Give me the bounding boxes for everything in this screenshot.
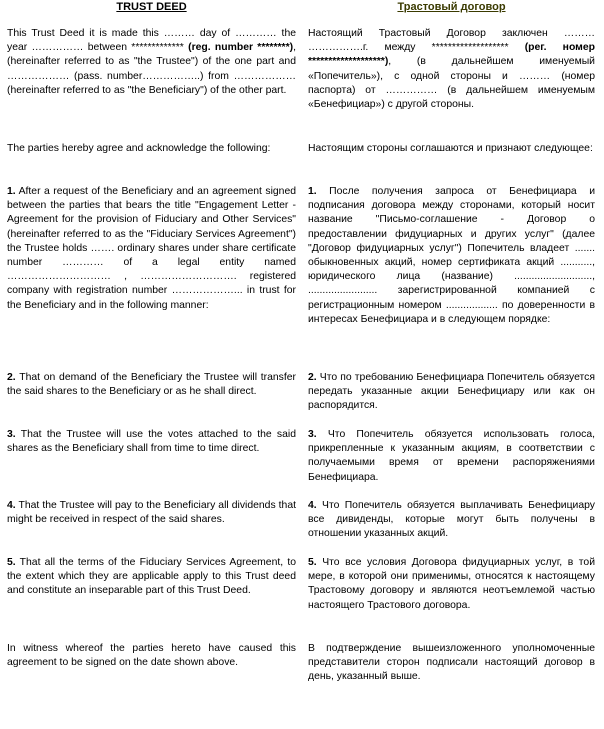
russian-clause-2-number: 2.	[308, 372, 317, 383]
english-clause-2	[7, 371, 296, 399]
russian-preamble-post: , (в дальнейшем именуемый «Попечитель»), с одной стороны и ……… (номер паспорта) от …………… (в дальнейшем именуемым «Бенефициар») с другой стороны.	[308, 56, 595, 111]
russian-clause-4-text: Что Попечитель обязуется выплачивать Бенефициару все дивиденды, которые могут быть получены в отношении указанных акций.	[308, 500, 595, 540]
english-preamble	[7, 27, 296, 98]
english-reg-number: (reg. number ********)	[188, 42, 294, 54]
english-clause-4-text: That the Trustee will pay to the Beneficiary all dividends that might be received in respect of the said shares.	[7, 500, 296, 526]
russian-column	[308, 0, 595, 683]
russian-preamble-pre: Настоящий Трастовый Договор заключен ……… …………….г. между *******************	[308, 28, 595, 54]
english-witness: In witness whereof the parties hereto have caused this agreement to be signed on the date shown above.	[7, 643, 296, 669]
english-clause-3	[7, 428, 296, 456]
english-clause-3-number: 3.	[7, 429, 16, 440]
russian-clause-5-number: 5.	[308, 557, 317, 568]
english-preamble-post: , (hereinafter referred to as "the Trustee") of the one part and ……………… (pass. number……………..) from ……………… (hereinafter referred to as "the Beneficiary") of the other part.	[7, 42, 296, 96]
russian-clause-2-text: Что по требованию Бенефициара Попечитель обязуется передать указанные акции Бенефициару или как он распорядится.	[308, 372, 595, 412]
english-clause-1	[7, 185, 296, 313]
russian-clause-4-number: 4.	[308, 500, 317, 511]
russian-clause-3-text: Что Попечитель обязуется использовать голоса, прикрепленные к указанным акциям, в соответствии с получаемыми время от времени распоряжениями Бенефициара.	[308, 429, 595, 483]
english-clause-5-text: That all the terms of the Fiduciary Services Agreement, to the extent which they are applicable apply to this Trust deed and constitute an inseparable part of this Trust Deed.	[7, 557, 296, 597]
russian-clause-5-text: Что все условия Договора фидуциарных услуг, в той мере, в которой они применимы, относятся к настоящему Трастовому договору и являются неотъемлемой частью настоящего Трастового договора.	[308, 557, 595, 611]
english-clause-2-text: That on demand of the Beneficiary the Trustee will transfer the said shares to the Beneficiary or as he shall direct.	[7, 372, 296, 398]
english-clause-5-number: 5.	[7, 557, 16, 568]
russian-title: Трастовый договор	[397, 1, 506, 13]
russian-clause-2	[308, 371, 595, 414]
english-clause-4	[7, 499, 296, 527]
english-clause-1-number: 1.	[7, 186, 16, 197]
english-clause-3-text: That the Trustee will use the votes attached to the said shares as the Beneficiary shall from time to time direct.	[7, 429, 296, 455]
english-column	[7, 0, 296, 669]
russian-witness: В подтверждение вышеизложенного уполномоченные представители сторон подписали настоящий договор в день, указанный выше.	[308, 643, 595, 683]
english-clause-1-text: After a request of the Beneficiary and an agreement signed between the parties that bears the title "Engagement Letter - Agreement for the provision of Fiduciary and Other Services" (hereinafter referred to as the "Fiduciary Services Agreement") the Trustee holds ……. ordinary shares under share certificate number ………… of a legal entity named ………………………… , ………………………. registered company with registration number ………………... in trust for the Beneficiary and in the following manner:	[7, 186, 296, 311]
russian-clause-3-number: 3.	[308, 429, 317, 440]
russian-clause-1	[308, 185, 595, 327]
russian-clause-5	[308, 556, 595, 613]
russian-preamble	[308, 27, 595, 112]
russian-clause-1-text: После получения запроса от Бенефициара и подписания договора между сторонами, который носит название "Письмо-соглашение - Договор о предоставлении фидуциарных и других услуг" (далее "Договор фидуциарных услуг") Попечитель владеет ....... обыкновенных акций, номер сертификата акций ..........., юридического лица (название) ..........................., ........................ зарегистрированной компанией с регистрационным номером .................. по доверенности в интересах Бенефициара и в следующем порядке:	[308, 186, 595, 325]
english-preamble-pre: This Trust Deed it is made this ……… day of ………… the year …………… between *************	[7, 28, 296, 54]
russian-clause-4	[308, 499, 595, 542]
english-agreement-intro: The parties hereby agree and acknowledge the following:	[7, 143, 271, 154]
russian-clause-3	[308, 428, 595, 485]
english-clause-2-number: 2.	[7, 372, 16, 383]
english-clause-5	[7, 556, 296, 599]
english-title: TRUST DEED	[116, 1, 187, 13]
russian-reg-number: (рег. номер *******************)	[308, 42, 595, 68]
russian-clause-1-number: 1.	[308, 186, 317, 197]
english-clause-4-number: 4.	[7, 500, 16, 511]
russian-agreement-intro: Настоящим стороны соглашаются и признают следующее:	[308, 143, 593, 154]
